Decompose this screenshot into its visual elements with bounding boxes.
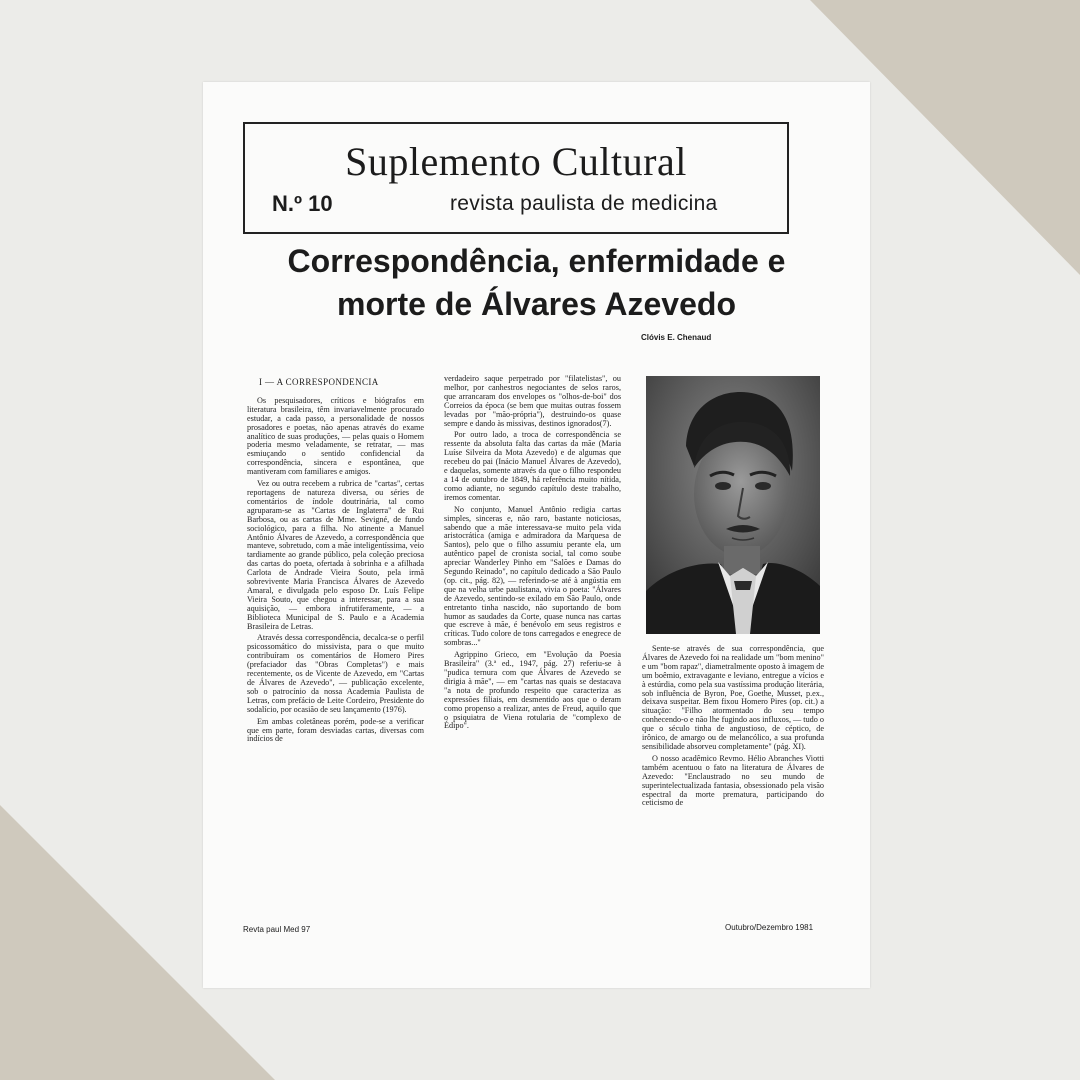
text-column-3	[642, 645, 824, 811]
paragraph: Por outro lado, a troca de correspondência se ressente da absoluta falta das cartas da mãe (Maria Luíse Silveira da Mota Azevedo) e de algumas que recebeu do pai (Inácio Manuel Álvares de Azevedo), e daquelas, somente através da que o filho respondeu a 14 de outubro de 1849, há referência muito nítida, como adiante, no segundo capítulo deste trabalho, iremos comentar.	[444, 430, 621, 502]
portrait-photo	[646, 376, 820, 634]
section-heading: I — A CORRESPONDENCIA	[259, 377, 379, 387]
paragraph: verdadeiro saque perpetrado por "filatelistas", ou melhor, por canhestros negociantes de selos raros, que arrancaram dos envelopes os "olhos-de-boi" dos Correios da época (se bem que muitas outras fossem levadas por "mão-própria"), destruindo-os quase sempre e dando às missivas, destinos ignorados(7).	[444, 374, 621, 428]
masthead-subtitle: revista paulista de medicina	[450, 192, 718, 215]
article-title-line-1: Correspondência, enfermidade e	[287, 243, 786, 279]
masthead-box	[243, 122, 789, 234]
paragraph: Sente-se através de sua correspondência, que Álvares de Azevedo foi na realidade um "bom menino" e um "bom rapaz", diametralmente oposto à imagem de um boêmio, extravagante e leviano, entregue a vícios e à estúrdia, como pela sua vastíssima produção literária, sob influência de Byron, Poe, Goethe, Musset, p.ex., deixava suspeitar. Bem fixou Homero Pires (op. cit.) a situação: "Filho atormentado do seu tempo conhecendo-o e não lhe fugindo aos influxos, — tudo o que o século tinha de angustioso, de céptico, de irônico, de amargo ou de melancólico, a sua profunda sensibilidade absorveu completamente" (pág. XI).	[642, 644, 824, 751]
masthead-title: Suplemento Cultural	[345, 139, 687, 184]
paragraph: No conjunto, Manuel Antônio redigia cartas simples, sinceras e, não raro, bastante noticiosas, sabendo que a mãe interessava-se muito pela vida aristocrática (amiga e admiradora da Marquesa de Santos), pelo que o filho assumiu perante ela, um autêntico papel de cronista social, tal como soube apreciar Wanderley Pinho em "Salões e Damas do Segundo Reinado", no capítulo dedicado a São Paulo (op. cit., pág. 82), — referindo-se até à angústia em que na velha urbe paulistana, vivia o poeta: "Álvares de Azevedo, sentindo-se exilado em São Paulo, onde entretanto tinha nascido, não suportando de bom humor as saudades da Corte, quase nunca nas cartas que escreve à mãe, é benévolo em seus registros e críticas. Tudo colore de tons carregados e enegrece de sombras..."	[444, 504, 621, 648]
paragraph: Em ambas coletâneas porém, pode-se a verificar que em parte, foram desviadas cartas, diversas com indícios de	[247, 716, 424, 744]
magazine-page	[203, 82, 870, 988]
text-column-2	[444, 375, 621, 734]
article-title-line-2: morte de Álvares Azevedo	[337, 286, 736, 322]
text-column-1	[247, 378, 424, 747]
article-author: Clóvis E. Chenaud	[641, 333, 712, 342]
paragraph: Agrippino Grieco, em "Evolução da Poesia Brasileira" (3.ª ed., 1947, pág. 27) referiu-se à "pudica ternura com que Álvares de Azevedo se dirigia à mãe", — em "cartas nas quais se destacava "a nota de profundo respeito que caracteriza as expressões filiais, em desmentido aos que o deram como propenso a realizar, antes de Freud, aquilo que o psiquiatra de Viena rotularia de "complexo de Édipo".	[444, 650, 621, 731]
paragraph: Vez ou outra recebem a rubrica de "cartas", certas reportagens de natureza diversa, ou séries de comentários de índole doutrinária, tal como agruparam-se as "Cartas de Inglaterra" de Rui Barbosa, ou as cartas de Mme. Sevigné, de fundo sociológico, para a filha. No atinente a Manuel Antônio Álvares de Azevedo, a correspondência que manteve, sobretudo, com a mãe inteligentíssima, veio tardiamente ao grande público, pela coleção preciosa das cartas do poeta, ofertada à sobrinha e a afilhada Carlota de Andrade Vieira Souto, pela irmã sobrevivente Maria Francisca Álvares de Azevedo Amaral, e divulgada pelo esposo Dr. Luís Felipe Vieira Souto, que chegou a interessar, para a sua aquisição, — embora infrutiferamente, — a Biblioteca Municipal de S. Paulo e a Academia Brasileira de Letras.	[247, 479, 424, 631]
paragraph: Através dessa correspondência, decalca-se o perfil psicossomático do missivista, para o que muito contribuíram os comentários de Homero Pires (prefaciador das "Obras Completas") e mais recentemente, os de Vicente de Azevedo, em "Cartas de Álvares de Azevedo", — publicação excelente, sob o patrocínio da nossa Academia Paulista de Letras, com prefácio de Leite Cordeiro, Presidente do sodalício, por ocasião de seu lançamento (1976).	[247, 633, 424, 714]
paragraph: Os pesquisadores, críticos e biógrafos em literatura brasileira, têm invariavelmente procurado estudar, a cada passo, a personalidade de nossos prosadores e poetas, não apenas através do exame analítico de suas produções, — pelas quais o Homem poderia mesmo veladamente, se retratar, — mas esmiuçando o sentido confidencial da correspondência, sincera e espontânea, que mantiveram com familiares e amigos.	[247, 395, 424, 477]
footer-date: Outubro/Dezembro 1981	[725, 923, 814, 932]
article-title	[223, 240, 850, 326]
paragraph: O nosso acadêmico Revmo. Hélio Abranches Viotti também acentuou o fato na literatura de Álvares de Azevedo: "Enclaustrado no seu mundo de superintelectualizada fantasia, obsessionado pela visão espectral da morte prematura, participando do ceticismo de	[642, 753, 824, 808]
footer-citation: Revta paul Med 97	[243, 925, 311, 934]
issue-number: N.º 10	[272, 191, 333, 216]
